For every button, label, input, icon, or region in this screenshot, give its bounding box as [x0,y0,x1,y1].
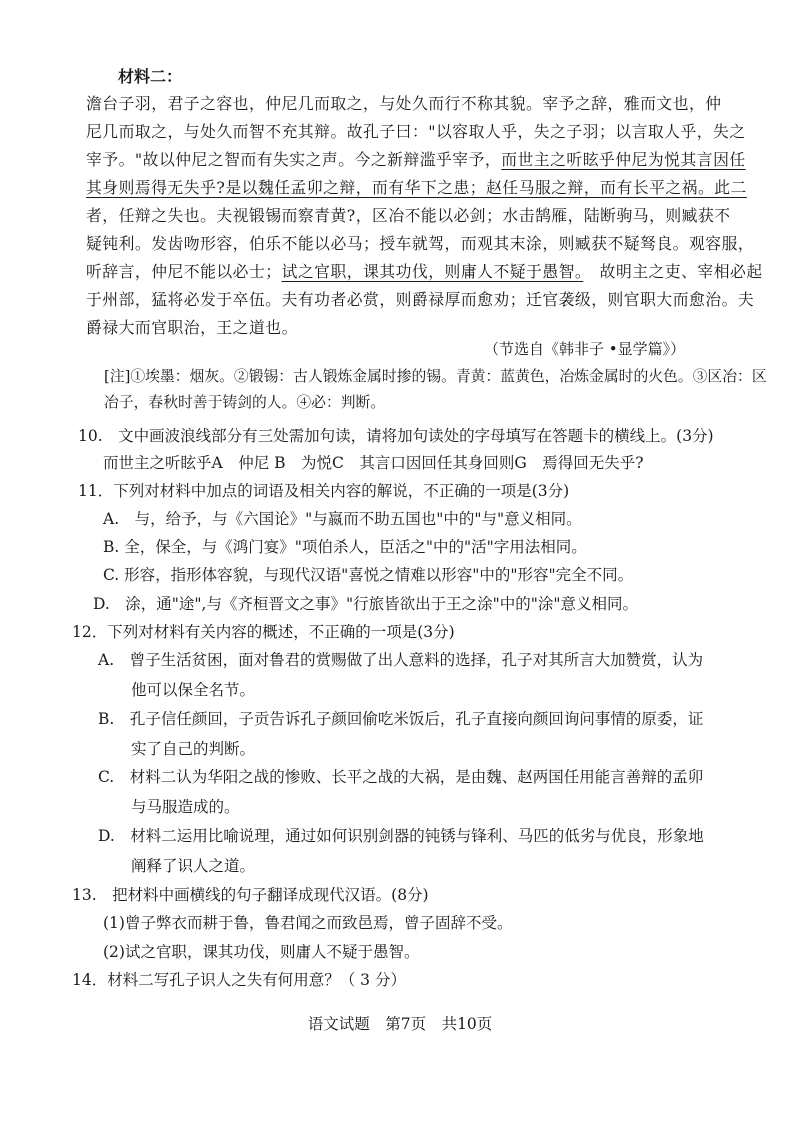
passage-line: 者，任辩之失也。夫视锻锡而察青黄?，区冶不能以必剑；水击鹄雁，陆断驹马，则臧获不 [86,206,731,225]
question-13-sentence-2: (2)试之官职，课其功伐，则庸人不疑于愚智。 [103,943,420,961]
question-13-stem: 13. 把材料中画横线的句子翻译成现代汉语。(8分) [72,886,429,904]
question-12-stem: 12．下列对材料有关内容的概述，不正确的一项是(3分) [72,623,455,641]
question-14-stem: 14．材料二写孔子识人之失有何用意？（ 3 分） [72,971,406,989]
question-12-option-c-cont: 与马服造成的。 [131,798,240,816]
underlined-translate-sentence: 试之官职，课其功伐，则庸人不疑于愚智。 [281,262,584,281]
question-11-option-b: B. 全，保全，与《鸿门宴》"项伯杀人，臣活之"中的"活"字用法相同。 [103,538,587,556]
question-11-option-a: A. 与，给予，与《六国论》"与嬴而不助五国也"中的"与"意义相同。 [103,510,582,528]
annotation-line: [注]①埃墨：烟灰。②锻锡：古人锻炼金属时掺的锡。青黄：蓝黄色，冶炼金属时的火色。③区冶：区 [104,368,767,385]
question-10-stem: 10. 文中画波浪线部分有三处需加句读，请将加句读处的字母填写在答题卡的横线上。(3分) [78,427,714,445]
passage-line: 疑钝利。发齿吻形容，伯乐不能以必马；授车就驾，而观其末涂，则臧获不疑驽良。观容服， [86,234,755,253]
question-12-option-d: D. 材料二运用比喻说理，通过如何识别剑器的钝锈与锋利、马匹的低劣与优良，形象地 [98,827,704,845]
annotation-line: 冶子，春秋时善于铸剑的人。④必：判断。 [104,394,386,411]
question-12-option-c: C. 材料二认为华阳之战的惨败、长平之战的大祸，是由魏、赵两国任用能言善辩的孟卯 [98,768,704,786]
source-citation: （节选自《韩非子 •显学篇》） [484,340,686,358]
question-12-option-a-cont: 他可以保全名节。 [131,681,256,699]
passage-line: 尼几而取之，与处久而智不充其辩。故孔子曰："以容取人乎，失之子羽；以言取人乎，失之 [86,122,746,141]
question-12-option-b-cont: 实了自己的判断。 [131,740,256,758]
material-heading: 材料二： [118,67,183,86]
passage-line: 听辞言，仲尼不能以必士；试之官职，课其功伐，则庸人不疑于愚智。 故明主之吏、宰相必起 [86,262,763,281]
question-10-options: 而世主之听眩乎A 仲尼 B 为悦C 其言口因回任其身回则G 焉得回无失乎? [103,454,644,472]
question-12-option-d-cont: 阐释了识人之道。 [131,857,256,875]
passage-line: 宰予。"故以仲尼之智而有失实之声。今之新辩滥乎宰予，而世主之听眩乎仲尼为悦其言因任 [86,150,746,169]
question-13-sentence-1: (1)曾子弊衣而耕于鲁，鲁君闻之而致邑焉，曾子固辞不受。 [103,914,513,932]
question-11-stem: 11．下列对材料中加点的词语及相关内容的解说，不正确的一项是(3分) [78,482,570,500]
passage-line: 澹台子羽，君子之容也，仲尼几而取之，与处久而行不称其貌。宰予之辞，雅而文也，仲 [86,94,722,113]
wavy-underlined-segment: 而世主之听眩乎仲尼为悦其言因任 [501,150,746,169]
question-12-option-a: A. 曾子生活贫困，面对鲁君的赏赐做了出人意料的选择，孔子对其所言大加赞赏，认为 [98,651,704,669]
question-11-option-c: C. 形容，指形体容貌，与现代汉语"喜悦之情难以形容"中的"形容"完全不同。 [103,566,634,584]
question-12-option-b: B. 孔子信任颜回，子贡告诉孔子颜回偷吃米饭后，孔子直接向颜回询问事情的原委，证 [98,710,704,728]
passage-line: 于州部，猛将必发于卒伍。夫有功者必赏，则爵禄厚而愈劝；迁官袭级，则官职大而愈治。夫 [86,290,755,309]
wavy-underlined-segment: 其身则焉得无失乎?是以魏任孟卯之辩，而有华下之患；赵任马服之辩，而有长平之祸。此二 [86,178,747,197]
passage-line [86,175,747,198]
passage-line: 爵禄大而官职治，王之道也。 [86,318,298,337]
question-11-option-d: D. 涂，通"途",与《齐桓晋文之事》"行旅皆欲出于王之涂"中的"涂"意义相同。 [93,595,639,613]
page-footer: 语文试题 第7页 共10页 [307,1015,493,1033]
